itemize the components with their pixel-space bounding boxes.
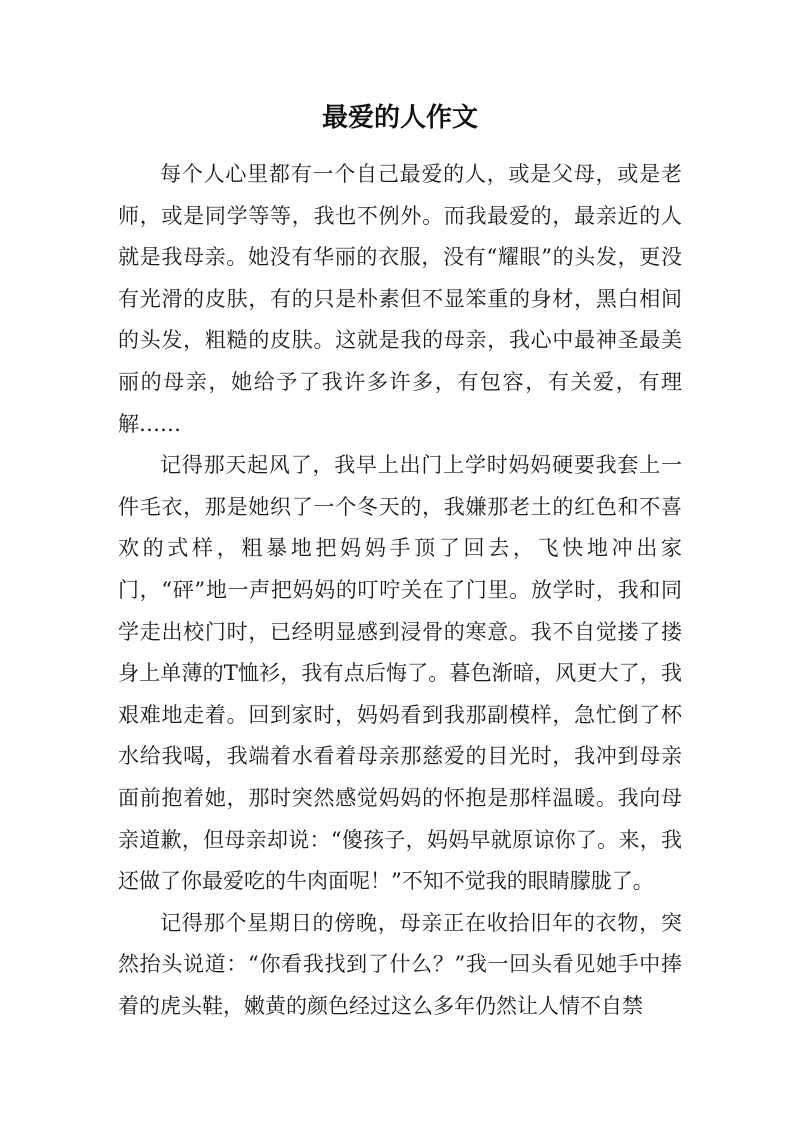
paragraph-1: 每个人心里都有一个自己最爱的人，或是父母，或是老师，或是同学等等，我也不例外。而我最爱的，最亲近的人就是我母亲。她没有华丽的衣服，没有“耀眼”的头发，更没有光滑的皮肤，有的只是朴素但不显笨重的身材，黑白相间的头发，粗糙的皮肤。这就是我的母亲，我心中最神圣最美丽的母亲，她给予了我许多许多，有包容，有关爱，有理解…… [118,162,682,436]
document-title: 最爱的人作文 [321,103,478,133]
paragraph-2: 记得那天起风了，我早上出门上学时妈妈硬要我套上一件毛衣，那是她织了一个冬天的，我嫌那老土的红色和不喜欢的式样，粗暴地把妈妈手顶了回去，飞快地冲出家门，“砰”地一声把妈妈的叮咛关在了门里。放学时，我和同学走出校门时，已经明显感到浸骨的寒意。我不自觉搂了搂身上单薄的T恤衫，我有点后悔了。暮色渐暗，风更大了，我艰难地走着。回到家时，妈妈看到我那副模样，急忙倒了杯水给我喝，我端着水看着母亲那慈爱的目光时，我冲到母亲面前抱着她，那时突然感觉妈妈的怀抱是那样温暖。我向母亲道歉，但母亲却说：“傻孩子，妈妈早就原谅你了。来，我还做了你最爱吃的牛肉面呢！”不知不觉我的眼睛朦胧了。 [118,453,682,894]
document-body [118,154,682,1027]
paragraph-3: 记得那个星期日的傍晚，母亲正在收拾旧年的衣物，突然抬头说道：“你看我找到了什么？”我一回头看见她手中捧着的虎头鞋，嫩黄的颜色经过这么多年仍然让人情不自禁 [118,910,682,1018]
